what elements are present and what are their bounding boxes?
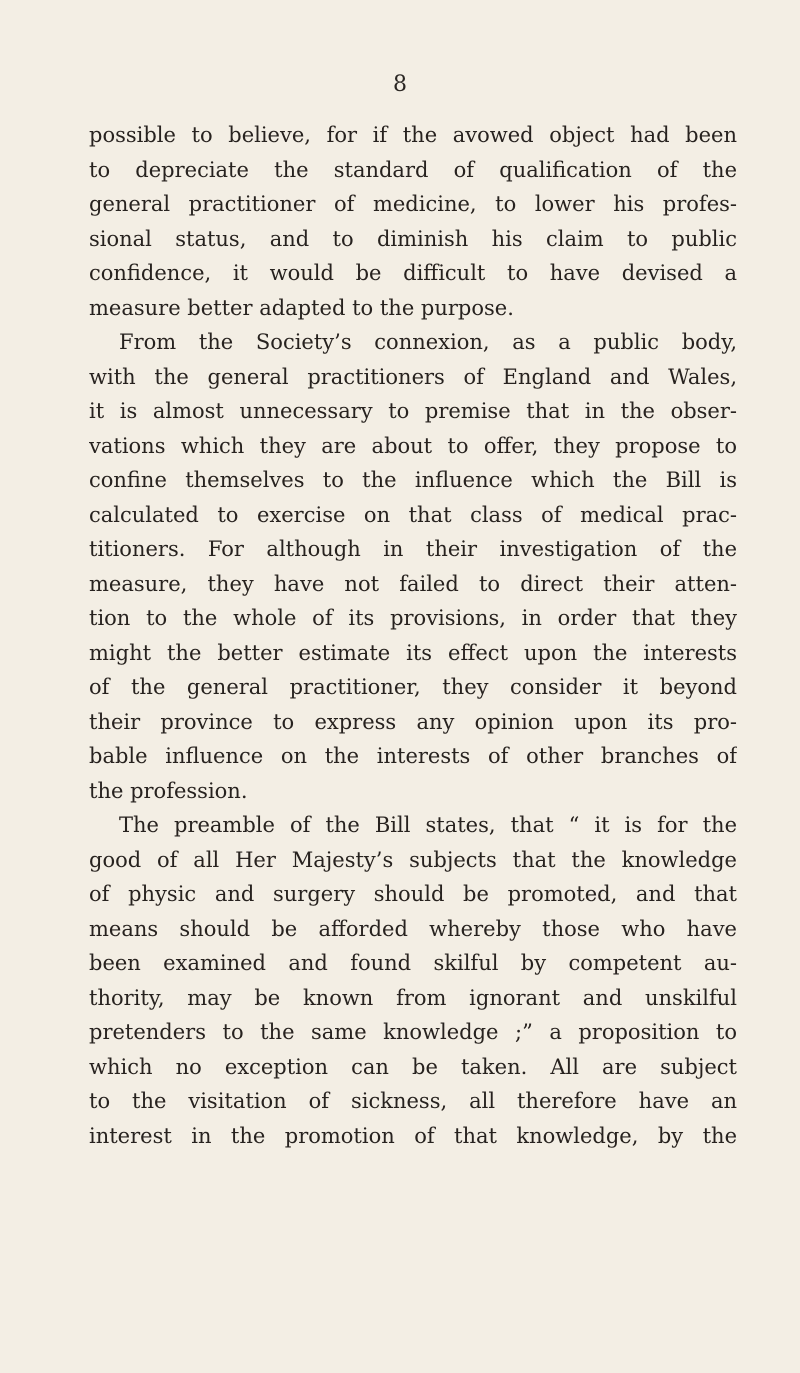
text-line: sional status, and to diminish his claim to public [89, 226, 737, 251]
text-line: it is almost unnecessary to premise that in the obser- [89, 399, 737, 423]
text-line: calculated to exercise on that class of medical prac- [89, 502, 737, 527]
text-line: the profession. [89, 778, 248, 803]
text-line: vations which they are about to offer, they propose to [89, 433, 737, 458]
body-text [89, 118, 737, 1153]
text-line: means should be afforded whereby those who have [89, 916, 737, 941]
text-line: confidence, it would be difficult to have devised a [89, 261, 737, 285]
text-line: interest in the promotion of that knowledge, by the [89, 1123, 737, 1148]
text-line: might the better estimate its effect upon the interests [89, 640, 737, 665]
text-line: to depreciate the standard of qualification of the [89, 157, 737, 182]
text-line: titioners. For although in their investigation of the [89, 537, 737, 561]
text-line: of the general practitioner, they consider it beyond [89, 675, 737, 699]
text-line: The preamble of the Bill states, that “ it is for the [119, 813, 737, 837]
text-line: confine themselves to the influence which the Bill is [89, 468, 737, 492]
text-line: which no exception can be taken. All are subject [89, 1054, 737, 1079]
text-line: bable influence on the interests of other branches of [89, 744, 737, 768]
text-line: been examined and found skilful by competent au- [89, 951, 737, 975]
text-line: possible to believe, for if the avowed object had been [89, 123, 737, 147]
text-line: From the Society’s connexion, as a public body, [119, 330, 737, 354]
text-line: their province to express any opinion upon its pro- [89, 709, 737, 734]
text-line: measure, they have not failed to direct their atten- [89, 571, 737, 596]
text-line: thority, may be known from ignorant and unskilful [89, 985, 737, 1010]
text-line: measure better adapted to the purpose. [89, 295, 514, 320]
text-line: good of all Her Majesty’s subjects that the knowledge [89, 847, 737, 872]
text-line: tion to the whole of its provisions, in order that they [89, 606, 737, 630]
text-line: to the visitation of sickness, all therefore have an [89, 1089, 737, 1113]
text-line: with the general practitioners of England and Wales, [89, 364, 737, 389]
page-number: 8 [393, 72, 407, 97]
text-line: of physic and surgery should be promoted, and that [89, 882, 737, 906]
text-line: pretenders to the same knowledge ;” a proposition to [89, 1020, 737, 1044]
text-line: general practitioner of medicine, to lower his profes- [89, 192, 737, 216]
